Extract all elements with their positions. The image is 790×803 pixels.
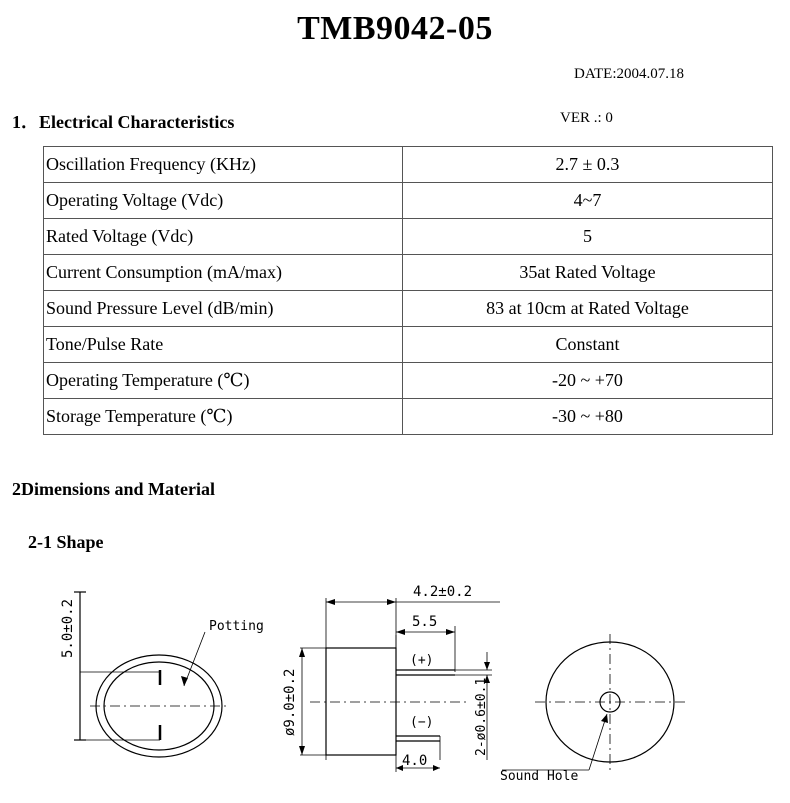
spec-value: 4~7 bbox=[403, 183, 773, 219]
spec-value: 83 at 10cm at Rated Voltage bbox=[403, 291, 773, 327]
spec-parameter: Operating Temperature (℃) bbox=[44, 363, 403, 399]
height-dimension: 5.0±0.2 bbox=[60, 598, 76, 658]
side-view bbox=[299, 598, 500, 772]
spec-parameter: Sound Pressure Level (dB/min) bbox=[44, 291, 403, 327]
spec-row bbox=[44, 183, 773, 219]
spec-parameter: Storage Temperature (℃) bbox=[44, 399, 403, 435]
potting-label: Potting bbox=[209, 619, 264, 634]
spec-value: 5 bbox=[403, 219, 773, 255]
spec-row bbox=[44, 399, 773, 435]
spec-value: 35at Rated Voltage bbox=[403, 255, 773, 291]
spec-parameter: Oscillation Frequency (KHz) bbox=[44, 147, 403, 183]
spec-parameter: Operating Voltage (Vdc) bbox=[44, 183, 403, 219]
spec-row bbox=[44, 291, 773, 327]
width-dimension: 4.2±0.2 bbox=[413, 584, 473, 600]
pin-diameter-dimension: 2-ø0.6±0.1 bbox=[474, 677, 489, 756]
section-2-1-heading: 2-1 Shape bbox=[28, 532, 104, 552]
minus-terminal-label: (−) bbox=[410, 715, 434, 730]
spec-row bbox=[44, 255, 773, 291]
spec-row bbox=[44, 147, 773, 183]
lead-length-dimension: 4.0 bbox=[402, 753, 428, 769]
spec-row bbox=[44, 219, 773, 255]
pin-spacing-dimension: 5.5 bbox=[412, 614, 438, 630]
section-1-heading: 1．Electrical Characteristics bbox=[12, 112, 235, 132]
document-date: DATE:2004.07.18 bbox=[574, 66, 684, 82]
spec-value: Constant bbox=[403, 327, 773, 363]
spec-row bbox=[44, 363, 773, 399]
spec-parameter: Current Consumption (mA/max) bbox=[44, 255, 403, 291]
spec-value: -30 ~ +80 bbox=[403, 399, 773, 435]
spec-parameter: Rated Voltage (Vdc) bbox=[44, 219, 403, 255]
electrical-characteristics-table bbox=[43, 146, 773, 435]
document-title: TMB9042-05 bbox=[297, 10, 493, 47]
spec-row bbox=[44, 327, 773, 363]
plus-terminal-label: (+) bbox=[410, 653, 434, 668]
dimension-drawing bbox=[0, 560, 790, 803]
front-view bbox=[74, 592, 230, 757]
section-2-heading: 2Dimensions and Material bbox=[12, 479, 216, 499]
diameter-dimension: ø9.0±0.2 bbox=[282, 668, 298, 736]
spec-parameter: Tone/Pulse Rate bbox=[44, 327, 403, 363]
top-view bbox=[502, 634, 685, 772]
spec-value: 2.7 ± 0.3 bbox=[403, 147, 773, 183]
document-version: VER .: 0 bbox=[560, 110, 613, 126]
sound-hole-label: Sound Hole bbox=[500, 769, 579, 784]
spec-value: -20 ~ +70 bbox=[403, 363, 773, 399]
